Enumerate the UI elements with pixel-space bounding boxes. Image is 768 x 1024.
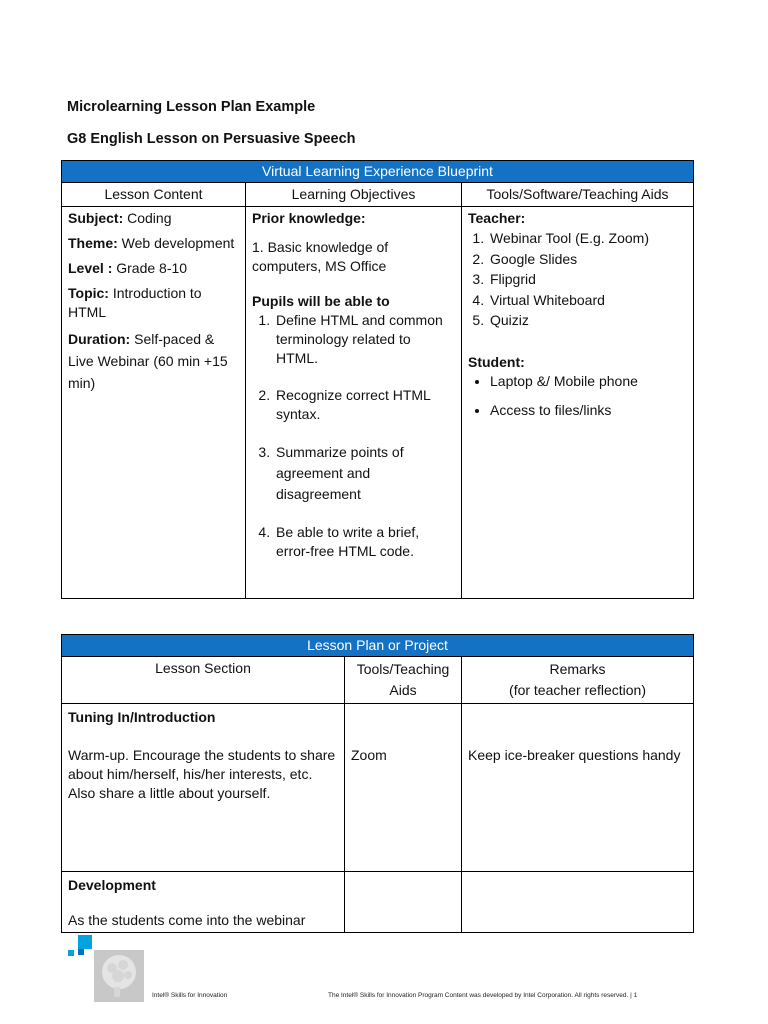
teacher-tool-item: 3. Flipgrid: [488, 269, 687, 290]
blueprint-body-row: [62, 207, 694, 599]
level-line: [68, 259, 239, 278]
lesson-plan-band: Lesson Plan or Project: [62, 635, 694, 657]
prior-knowledge-text: 1. Basic knowledge of computers, MS Office: [252, 239, 389, 274]
teacher-tool-item: 1. Webinar Tool (E.g. Zoom): [488, 228, 687, 249]
objectives-list: [252, 311, 455, 561]
page-title: Microlearning Lesson Plan Example: [67, 99, 316, 115]
objective-item: 1. Define HTML and common terminology related to HTML.: [274, 311, 455, 368]
subject-label: Subject:: [68, 210, 124, 226]
duration-label: Duration:: [68, 331, 131, 347]
remarks-line2: (for teacher reflection): [509, 682, 646, 698]
header-tools-aids: Tools/Teaching Aids: [345, 657, 462, 704]
objective-item: 4. Be able to write a brief, error-free HTML code.: [274, 523, 455, 561]
header-lesson-content: Lesson Content: [62, 183, 246, 207]
section-cell: [62, 872, 345, 933]
theme-value: Web development: [117, 235, 235, 251]
lesson-plan-row: [62, 872, 694, 933]
header-learning-objectives: Learning Objectives: [246, 183, 462, 207]
footer-left: Intel® Skills for Innovation: [152, 992, 228, 999]
theme-label: Theme:: [68, 235, 118, 251]
teacher-tool-item: 5. Quiziz: [488, 310, 687, 331]
level-value: Grade 8-10: [112, 260, 188, 276]
blueprint-band: Virtual Learning Experience Blueprint: [62, 161, 694, 183]
lesson-content-cell: [62, 207, 246, 599]
teacher-label: Teacher:: [468, 210, 526, 226]
topic-label: Topic:: [68, 285, 109, 301]
teacher-tool-item: 2. Google Slides: [488, 249, 687, 270]
subject-value: Coding: [123, 210, 172, 226]
brain-logo-icon: [68, 935, 144, 1003]
student-label: Student:: [468, 353, 525, 370]
footer-right: The Intel® Skills for Innovation Program Content was developed by Intel Corporation. All rights reserved. | 1: [328, 992, 638, 999]
duration-value: Self-paced & Live Webinar (60 min +15 min): [68, 331, 228, 391]
section-body: Warm-up. Encourage the students to share about him/herself, his/her interests, etc. Also share a little about yourself.: [68, 747, 336, 801]
teacher-tools-list: [468, 228, 687, 331]
student-tools-list: [468, 372, 687, 420]
lesson-plan-row: [62, 704, 694, 872]
prior-knowledge-label: Prior knowledge:: [252, 210, 366, 226]
header-tools: Tools/Software/Teaching Aids: [462, 183, 694, 207]
topic-value: Introduction to HTML: [68, 285, 202, 320]
blueprint-band-row: [62, 161, 694, 183]
section-body: As the students come into the webinar: [68, 912, 306, 928]
remarks-line1: Remarks: [549, 661, 606, 677]
level-label: Level :: [68, 260, 113, 276]
tools-aids-cell: [345, 872, 462, 933]
blueprint-table: [61, 160, 694, 599]
blueprint-header-row: [62, 183, 694, 207]
tools-cell: [462, 207, 694, 599]
lesson-plan-table: [61, 634, 694, 933]
page-subtitle: G8 English Lesson on Persuasive Speech: [67, 131, 356, 147]
duration-line: [68, 328, 239, 394]
student-tool-item: • Access to files/links: [490, 401, 687, 420]
subject-line: [68, 209, 239, 228]
section-cell: [62, 704, 345, 872]
teacher-tool-item: 4. Virtual Whiteboard: [488, 290, 687, 311]
tools-aids-cell: Zoom: [345, 704, 462, 872]
lesson-plan-header-row: [62, 657, 694, 704]
remarks-cell: Keep ice-breaker questions handy: [462, 704, 694, 872]
remarks-cell: [462, 872, 694, 933]
objective-item: 2. Recognize correct HTML syntax.: [274, 386, 455, 424]
section-title: Development: [68, 877, 156, 893]
section-title: Tuning In/Introduction: [68, 709, 216, 725]
pupils-label: Pupils will be able to: [252, 293, 390, 309]
theme-line: [68, 234, 239, 253]
lesson-plan-band-row: [62, 635, 694, 657]
objective-item: 3. Summarize points of agreement and disagreement: [274, 442, 455, 505]
topic-line: [68, 284, 239, 322]
student-tool-item: • Laptop &/ Mobile phone: [490, 372, 687, 391]
header-lesson-section: Lesson Section: [62, 657, 345, 704]
header-remarks: [462, 657, 694, 704]
learning-objectives-cell: [246, 207, 462, 599]
